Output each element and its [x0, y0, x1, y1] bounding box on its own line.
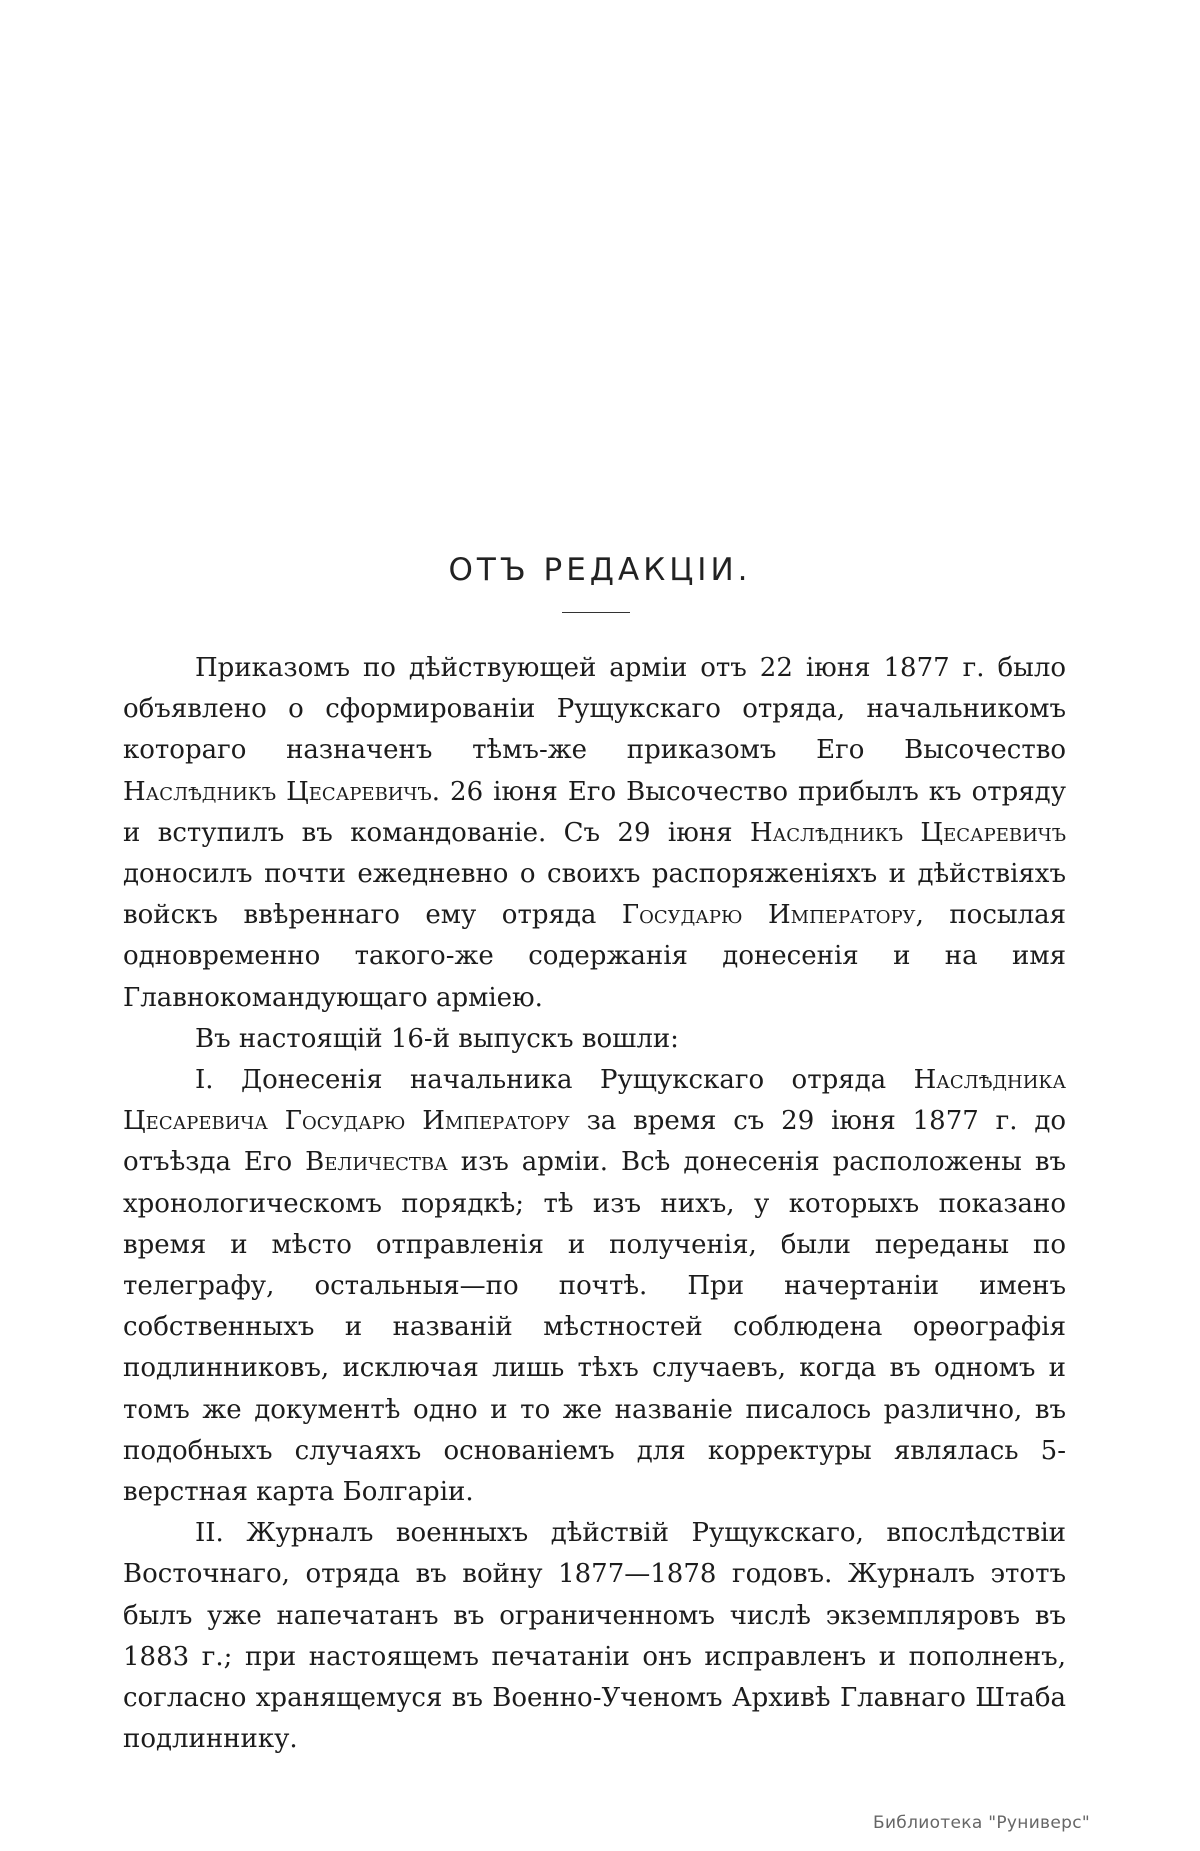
title-divider — [562, 612, 630, 613]
text-run: за время съ 29 іюня 1877 г. до отъѣзда Его — [123, 1106, 1066, 1178]
text-run: , посылая одновременно такого-же содержанія донесенія и на имя Главнокомандующаго арміею. — [123, 900, 1066, 1013]
text-run: Наслѣдникъ Цесаревичъ — [749, 817, 1066, 848]
text-run: Наслѣдникъ Цесаревичъ — [123, 776, 432, 807]
text-run: II. Журналъ военныхъ дѣйствій Рущукскаго, впослѣдствіи Восточнаго, отряда въ войну 1877—1878 годовъ. Журналъ этотъ былъ уже напечатанъ въ ограниченномъ числѣ экземпляровъ въ 1883 г.; при настоящемъ печатаніи онъ исправленъ и пополненъ, согласно хранящемуся въ Военно-Ученомъ Архивѣ Главнаго Штаба подлиннику. — [123, 1518, 1066, 1755]
library-watermark: Библиотека "Руниверс" — [873, 1813, 1090, 1833]
text-run: Въ настоящій 16-й выпускъ вошли: — [195, 1023, 679, 1054]
text-run: доносилъ почти ежедневно о своихъ распоряженіяхъ и дѣйствіяхъ войскъ ввѣреннаго ему отряда — [123, 859, 1066, 931]
page-title: ОТЪ РЕДАКЦІИ. — [448, 552, 752, 588]
text-run: Государю Императору — [621, 900, 916, 931]
text-run: I. Донесенія начальника Рущукскаго отряда — [195, 1065, 914, 1096]
text-run: Величества — [305, 1147, 448, 1178]
text-run: Наслѣдника Цесаревича Государю Императору — [123, 1065, 1066, 1137]
text-run: . 26 іюня Его Высочество прибылъ къ отряду и вступилъ въ командованіе. Съ 29 іюня — [123, 776, 1066, 848]
paragraph-1 — [123, 648, 1066, 1019]
text-run: Приказомъ по дѣйствующей арміи отъ 22 іюня 1877 г. было объявлено о сформированіи Рущукскаго отряда, начальникомъ котораго назначенъ тѣмъ-же приказомъ Его Высочество — [123, 653, 1066, 766]
paragraph-4 — [123, 1513, 1066, 1760]
paragraph-3 — [123, 1060, 1066, 1513]
paragraph-2 — [123, 1019, 1066, 1060]
body-text — [123, 648, 1066, 1760]
text-run: изъ арміи. Всѣ донесенія расположены въ хронологическомъ порядкѣ; тѣ изъ нихъ, у которыхъ показано время и мѣсто отправленія и полученія, были переданы по телеграфу, остальныя—по почтѣ. При начертаніи именъ собственныхъ и названій мѣстностей соблюдена орѳографія подлинниковъ, исключая лишь тѣхъ случаевъ, когда въ одномъ и томъ же документѣ одно и то же названіе писалось различно, въ подобныхъ случаяхъ основаніемъ для корректуры являлась 5-верстная карта Болгаріи. — [123, 1147, 1066, 1508]
